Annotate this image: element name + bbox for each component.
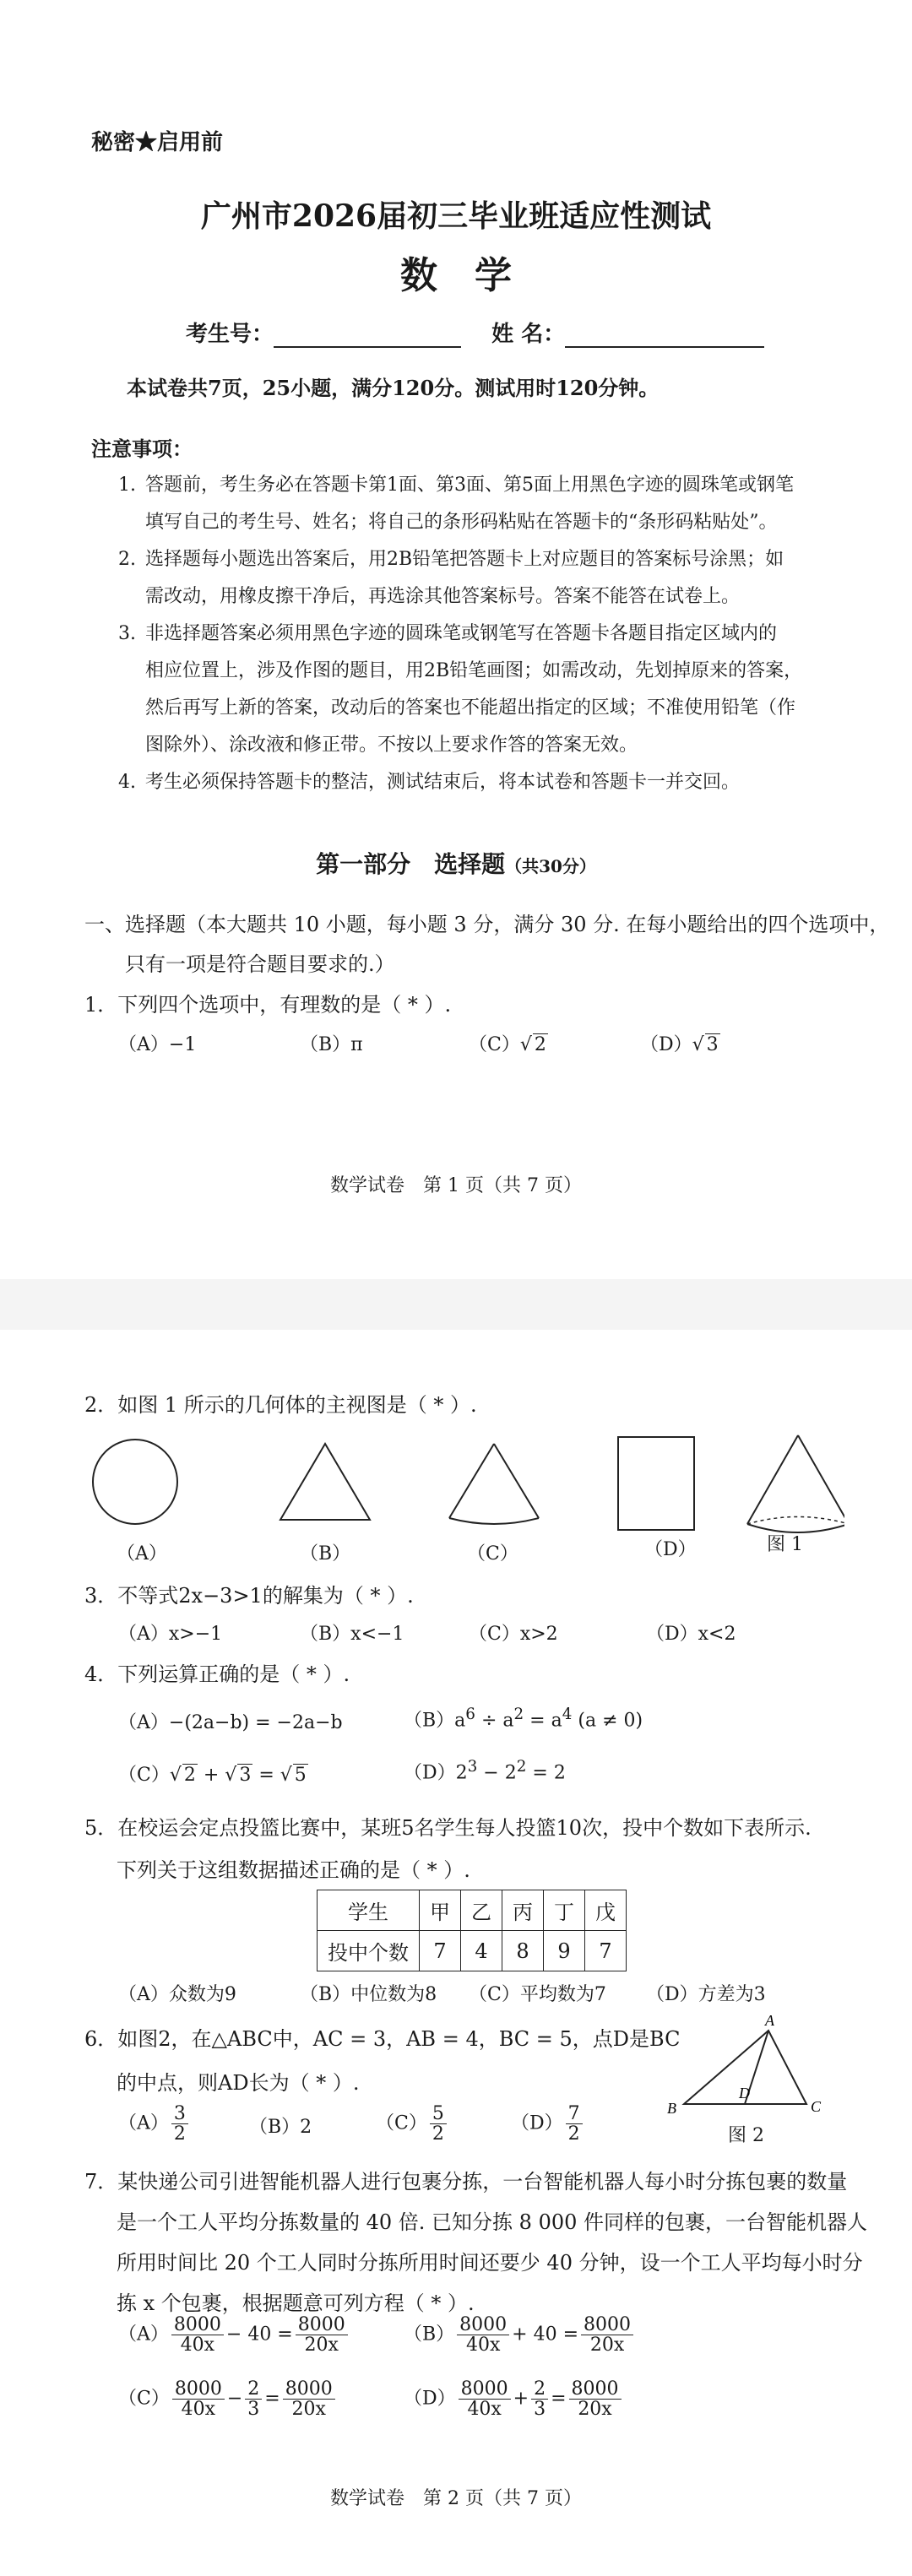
table-data-row	[318, 1931, 627, 1971]
page2-footer: 数学试卷 第 2 页（共 7 页）	[330, 2488, 582, 2509]
notice-line: 图除外）、涂改液和修正带。不按以上要求作答的答案无效。	[145, 735, 638, 756]
q7-option-c: （C） $\frac{8000}{40x}$ − $\frac{2}{3}$ = $\frac{8000}{20x}$	[118, 2379, 338, 2419]
name-blank	[565, 321, 764, 348]
table-cell: 4	[461, 1931, 502, 1971]
notice-title: 注意事项：	[91, 437, 193, 461]
option-a-circle	[93, 1440, 177, 1524]
q7-stem-line-2: 是一个工人平均分拣数量的 40 倍. 已知分拣 8 000 件同样的包裹，一台智能机器人	[117, 2210, 868, 2234]
option-c-cone	[449, 1444, 539, 1524]
figure-1-caption: 图 1	[767, 1534, 803, 1555]
q6-stem-1: 6．如图2，在△ABC中，AC = 3，AB = 4，BC = 5，点D是BC	[84, 2027, 681, 2051]
table-header-cell: 丁	[544, 1890, 585, 1931]
q2-label-c: （C）	[467, 1543, 518, 1565]
notice-line: 相应位置上，涉及作图的题目，用2B铅笔画图；如需改动，先划掉原来的答案，	[145, 660, 803, 681]
notice-number: 2.	[118, 549, 136, 570]
point-A-label: A	[765, 2014, 774, 2029]
table-cell: 7	[420, 1931, 461, 1971]
part-score: （共30分）	[505, 856, 596, 876]
notice-line: 考生必须保持答题卡的整洁，测试结束后，将本试卷和答题卡一并交回。	[145, 772, 741, 793]
page1-footer: 数学试卷 第 1 页（共 7 页）	[330, 1175, 582, 1196]
q5-option-b: （B）中位数为8	[300, 1984, 437, 2005]
q5-stem-1: 5．在校运会定点投篮比赛中，某班5名学生每人投篮10次，投中个数如下表所示.	[84, 1816, 812, 1840]
q1-option-a: （A）−1	[118, 1034, 197, 1055]
exam-number-label: 考生号：	[186, 322, 274, 347]
page-separator	[0, 1279, 912, 1330]
notice-line: 然后再写上新的答案，改动后的答案也不能超出指定的区域；不准使用铅笔（作	[145, 697, 796, 719]
table-cell: 7	[585, 1931, 627, 1971]
q3-option-d: （D）x<2	[646, 1624, 736, 1645]
notice-line: 非选择题答案必须用黑色字迹的圆珠笔或钢笔写在答题卡各题目指定区域内的	[145, 623, 778, 644]
notice-line: 答题前，考生务必在答题卡第1面、第3面、第5面上用黑色字迹的圆珠笔或钢笔	[145, 475, 794, 496]
q5-option-c: （C）平均数为7	[469, 1984, 606, 2005]
q6-option-d: （D） $\frac{7}{2}$	[511, 2104, 585, 2144]
q6-option-b: （B）2	[249, 2117, 312, 2138]
q4-option-c: （C）√ 2 + √ 3 = √ 5	[118, 1765, 307, 1786]
table-header-cell: 甲	[420, 1890, 461, 1931]
q2-stem: 2．如图 1 所示的几何体的主视图是（ * ）.	[84, 1393, 477, 1417]
q3-option-a: （A）x>−1	[118, 1624, 223, 1645]
figure-1-cone	[747, 1435, 844, 1532]
q7-option-d: （D） $\frac{8000}{40x}$ + $\frac{2}{3}$ = $\frac{8000}{20x}$	[404, 2379, 624, 2419]
name-label: 姓 名：	[491, 322, 566, 347]
notice-item	[118, 764, 844, 801]
q5-option-a: （A）众数为9	[118, 1984, 236, 2005]
q2-label-a: （A）	[117, 1543, 167, 1565]
q5-stem-2: 下列关于这组数据描述正确的是（ * ）.	[117, 1858, 470, 1882]
q4-option-d: $(D)2^3 - 2^2 = 2$	[404, 1758, 566, 1784]
table-cell: 9	[544, 1931, 585, 1971]
q1-stem: 1．下列四个选项中，有理数的是（ * ）.	[84, 993, 452, 1017]
q4-option-a: （A）−(2a−b) = −2a−b	[118, 1712, 343, 1733]
q7-option-b: （B） $\frac{8000}{40x}$ + 40 = $\frac{8000}{20x}$	[404, 2315, 636, 2355]
q7-stem	[84, 2161, 867, 2324]
q6-option-a: （A） $\frac{3}{2}$	[118, 2104, 191, 2144]
notice-number: 1.	[118, 475, 136, 496]
point-B-label: B	[667, 2100, 676, 2117]
section-instruction: 一、选择题（本大题共 10 小题，每小题 3 分，满分 30 分. 在每小题给出的四个选项中，	[84, 913, 890, 936]
q7-stem-line-3: 所用时间比 20 个工人同时分拣所用时间还要少 40 分钟，设一个工人平均每小时分	[117, 2251, 863, 2275]
q3-stem: 3．不等式2x−3>1的解集为（ * ）.	[84, 1584, 414, 1608]
point-D-label: D	[739, 2085, 750, 2101]
notice-number: 4.	[118, 772, 136, 793]
q5-option-d: （D）方差为3	[646, 1984, 766, 2005]
option-b-triangle	[280, 1444, 370, 1520]
subject-title: 数 学	[400, 254, 512, 297]
exam-title: 广州市2026届初三毕业班适应性测试	[200, 198, 712, 234]
figure-2-triangle	[659, 2014, 828, 2132]
q1-option-c: （C）√ 2	[469, 1034, 546, 1055]
q7-stem-line-1: 7．某快递公司引进智能机器人进行包裹分拣，一台智能机器人每小时分拣包裹的数量	[84, 2170, 848, 2194]
notice-item	[118, 541, 844, 616]
table-header-row	[318, 1890, 627, 1931]
exam-number-row	[186, 317, 764, 348]
notice-item	[118, 467, 844, 541]
notice-line: 需改动，用橡皮擦干净后，再选涂其他答案标号。答案不能答在试卷上。	[145, 586, 741, 607]
q3-option-c: （C）x>2	[469, 1624, 558, 1645]
figure-2-caption: 图 2	[728, 2125, 764, 2146]
q2-label-d: （D）	[644, 1539, 697, 1560]
table-header-cell: 乙	[461, 1890, 502, 1931]
table-header-cell: 丙	[502, 1890, 544, 1931]
notice-line: 填写自己的考生号、姓名；将自己的条形码粘贴在答题卡的“条形码粘贴处”。	[145, 512, 778, 533]
q2-figures	[84, 1427, 844, 1570]
point-C-label: C	[811, 2098, 822, 2115]
section-instruction-2: 只有一项是符合题目要求的.）	[125, 952, 395, 976]
q2-label-b: （B）	[300, 1543, 351, 1565]
q1-option-b: （B）π	[300, 1034, 363, 1055]
part-title	[0, 846, 912, 880]
table-header-cell: 学生	[318, 1890, 420, 1931]
q1-option-d: （D）√ 3	[640, 1034, 719, 1055]
part-title-text: 第一部分 选择题	[316, 850, 506, 878]
exam-number-blank	[274, 321, 461, 348]
table-cell: 投中个数	[318, 1931, 420, 1971]
notice-list	[118, 467, 844, 801]
q3-option-b: （B）x<−1	[300, 1624, 404, 1645]
exam-info: 本试卷共7页，25小题，满分120分。测试用时120分钟。	[127, 376, 660, 400]
table-header-cell: 戊	[585, 1890, 627, 1931]
notice-number: 3.	[118, 623, 136, 644]
notice-line: 选择题每小题选出答案后，用2B铅笔把答题卡上对应题目的答案标号涂黑；如	[145, 549, 784, 570]
option-d-rectangle	[618, 1437, 694, 1530]
q4-option-b: $(B)a^6 \div a^2 = a^4$ (a ≠ 0)	[404, 1706, 643, 1732]
q6-stem-2: 的中点，则AD长为（ * ）.	[117, 2071, 360, 2095]
q7-option-a: （A） $\frac{8000}{40x}$ − 40 = $\frac{8000}{20x}$	[118, 2315, 350, 2355]
q4-stem: 4．下列运算正确的是（ * ）.	[84, 1662, 350, 1686]
table-cell: 8	[502, 1931, 544, 1971]
q5-data-table	[317, 1890, 627, 1971]
q6-option-c: （C） $\frac{5}{2}$	[376, 2104, 449, 2144]
secret-label: 秘密★启用前	[91, 130, 224, 155]
notice-item	[118, 616, 844, 764]
q7-stem-line-4: 拣 x 个包裹，根据题意可列方程（ * ）.	[117, 2291, 475, 2315]
